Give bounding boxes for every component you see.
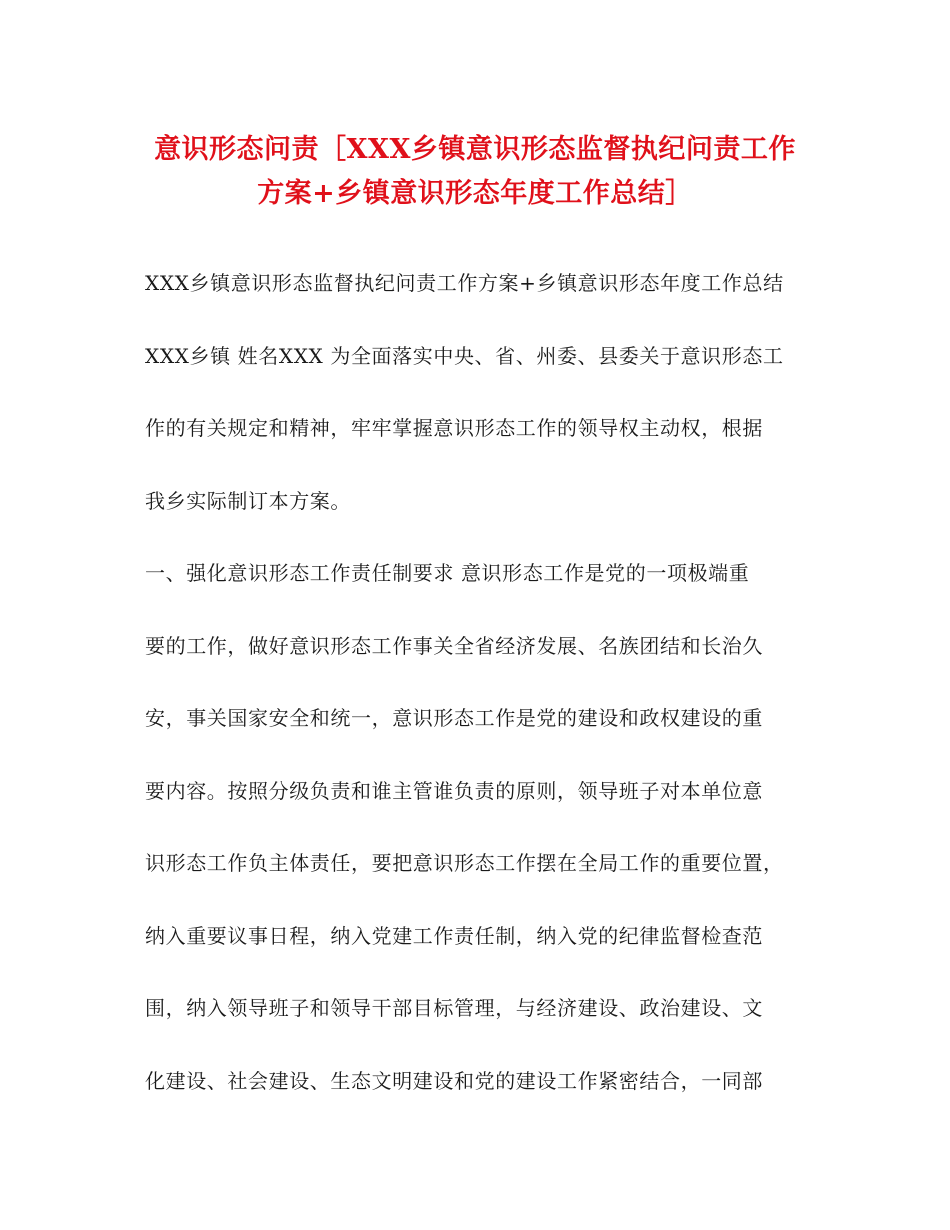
document-title <box>120 128 830 216</box>
body-line-2: XXX乡镇 姓名XXX 为全面落实中央、省、州委、县委关于意识形态工 <box>145 343 784 368</box>
title-line-1: 意识形态问责［XXX乡镇意识形态监督执纪问责工作 <box>154 134 796 165</box>
body-line-7: 安，事关国家安全和统一，意识形态工作是党的建设和政权建设的重 <box>145 706 763 730</box>
body-line-8: 要内容。按照分级负责和谁主管谁负责的原则，领导班子对本单位意 <box>145 778 763 803</box>
body-line-11: 围，纳入领导班子和领导干部目标管理，与经济建设、政治建设、文 <box>145 996 763 1020</box>
body-line-12: 化建设、社会建设、生态文明建设和党的建设工作紧密结合，一同部 <box>145 1068 763 1093</box>
body-line-9: 识形态工作负主体责任，要把意识形态工作摆在全局工作的重要位置， <box>145 851 784 875</box>
body-line-3: 作的有关规定和精神，牢牢掌握意识形态工作的领导权主动权，根据 <box>145 416 763 440</box>
title-line-2: 方案+乡镇意识形态年度工作总结］ <box>257 178 693 209</box>
body-line-6: 要的工作，做好意识形态工作事关全省经济发展、名族团结和长治久 <box>145 633 763 658</box>
body-line-1: XXX乡镇意识形态监督执纪问责工作方案+乡镇意识形态年度工作总结 <box>145 271 784 295</box>
body-line-4: 我乡实际制订本方案。 <box>145 488 351 513</box>
document-body <box>145 261 825 1131</box>
body-line-10: 纳入重要议事日程，纳入党建工作责任制，纳入党的纪律监督检查范 <box>145 923 763 948</box>
body-line-5: 一、强化意识形态工作责任制要求 意识形态工作是党的一项极端重 <box>145 561 750 585</box>
